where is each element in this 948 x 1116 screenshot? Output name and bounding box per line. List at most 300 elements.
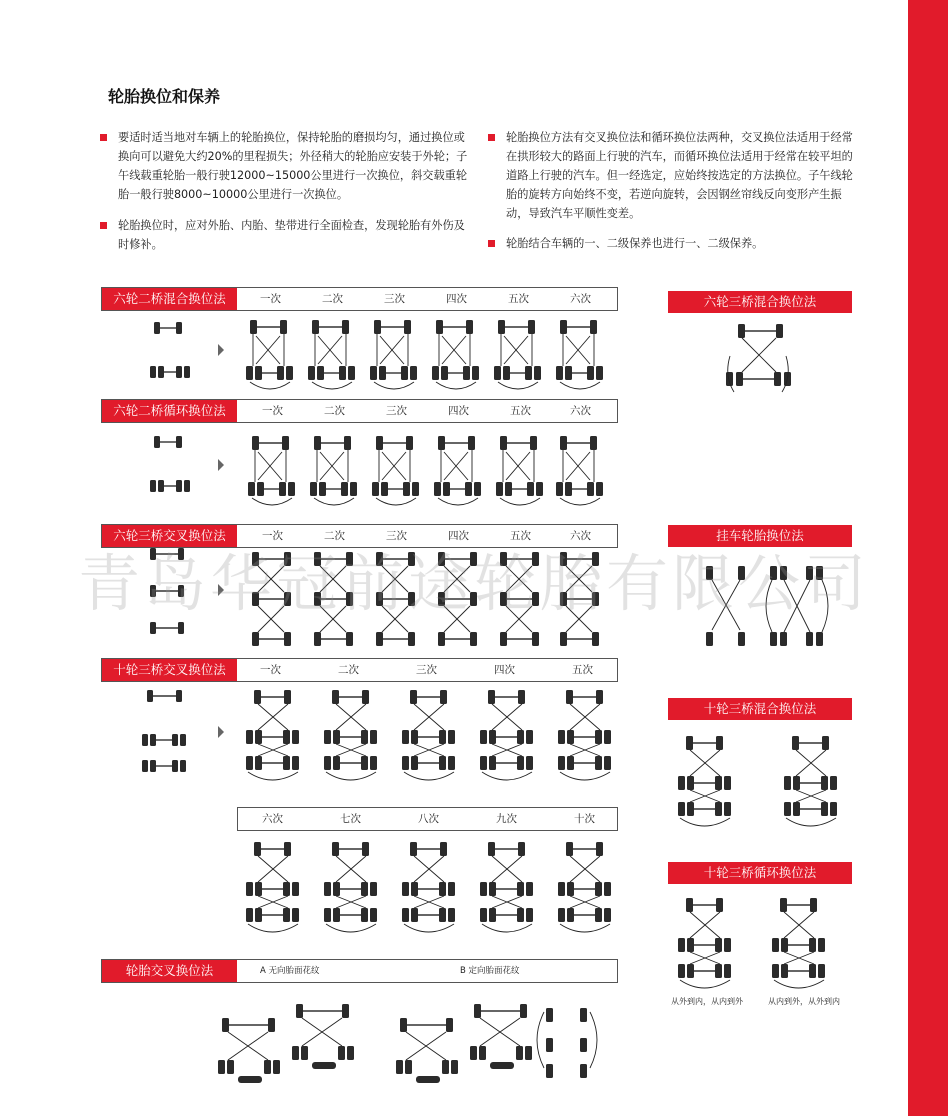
tire-icon [158,366,164,378]
tire-icon [277,366,284,380]
tire-icon [463,366,470,380]
tire-icon [374,320,381,334]
tire-icon [402,908,409,922]
tire-icon [150,622,156,634]
arrow-curve [326,772,376,780]
tire-icon [596,482,603,496]
arrow-curve [312,382,352,389]
tire-icon [505,482,512,496]
tire-icon [816,632,823,646]
arrow-curve [774,980,824,988]
tick-3: 三次 [384,293,405,305]
tick-4: 四次 [446,293,467,305]
arrow-curve [560,924,610,932]
tire-icon [738,324,745,338]
tire-icon [448,730,455,744]
tire-icon [780,898,787,912]
tick-2: 二次 [338,664,359,676]
arrow-curve [314,498,354,505]
tire-icon [556,482,563,496]
tire-icon [178,622,184,634]
tire-icon [370,882,377,896]
tire-icon [180,734,186,746]
tire-icon [526,882,533,896]
tire-icon [344,436,351,450]
tire-icon [246,882,253,896]
tick-1: 一次 [260,293,281,305]
tick-3: 三次 [386,405,407,417]
page-title: 轮胎换位和保养 [108,87,221,106]
tire-icon [792,736,799,750]
tire-icon [560,320,567,334]
tick-5: 五次 [510,530,531,542]
tire-icon [546,1008,553,1022]
tire-icon [480,882,487,896]
tire-icon [439,756,446,770]
tire-icon [410,366,417,380]
tire-icon [432,366,439,380]
tire-icon [405,1060,412,1074]
tire-icon [403,482,410,496]
tire-icon [784,802,791,816]
tire-icon [350,482,357,496]
tire-icon [438,436,445,450]
tire-icon [489,882,496,896]
tire-icon [150,480,156,492]
tire-icon [567,730,574,744]
tire-icon [474,482,481,496]
tire-icon [264,1060,271,1074]
tire-icon [283,756,290,770]
tire-icon [246,908,253,922]
tire-icon [411,908,418,922]
tire-icon [324,882,331,896]
tire-icon [154,322,160,334]
tire-icon [172,760,178,772]
tick-6: 六次 [570,405,591,417]
arrow-curve [560,498,600,505]
arrow-curve [374,382,414,389]
tire-icon [314,632,321,646]
tire-icon [604,882,611,896]
tire-icon [558,908,565,922]
tire-icon [678,802,685,816]
tire-icon [176,322,182,334]
tire-icon [821,802,828,816]
tire-icon [500,436,507,450]
tire-icon [596,842,603,856]
tick-4: 四次 [494,664,515,676]
tire-icon [580,1064,587,1078]
paragraph-text: 轮胎换位方法有交叉换位法和循环换位法两种，交叉换位法适用于经常在拱形较大的路面上行驶的汽车，而循环换位法适用于经常在较平坦的道路上行驶的汽车。但一经选定，应始终按选定的方法换位。子午线轮胎的旋转方向始终不变，若逆向旋转，会因钢丝帘线反向变形产生振动，导致汽车平顺性变差。 [506,131,853,220]
section-label: 轮胎交叉换位法 [102,960,237,982]
spare-tire-icon [238,1076,262,1083]
arrow-right-icon [218,726,224,738]
tire-icon [686,736,693,750]
tire-icon [333,730,340,744]
tire-icon [301,1046,308,1060]
tire-icon [248,482,255,496]
arrow-curve [500,498,540,505]
tire-icon [472,366,479,380]
tire-icon [503,366,510,380]
tire-icon [411,756,418,770]
tire-icon [310,482,317,496]
tire-icon [596,366,603,380]
tire-icon [332,690,339,704]
tire-icon [288,482,295,496]
tire-icon [443,482,450,496]
sub-label-a: A 无向胎面花纹 [260,966,320,976]
tire-icon [567,908,574,922]
tire-icon [546,1064,553,1078]
tire-icon [724,776,731,790]
tire-icon [180,760,186,772]
tire-icon [361,730,368,744]
tire-icon [338,1046,345,1060]
tire-icon [314,436,321,450]
tire-icon [283,730,290,744]
tire-icon [558,730,565,744]
arrow-curve [438,498,478,505]
tire-icon [560,436,567,450]
tire-icon [480,756,487,770]
tire-icon [580,1008,587,1022]
tire-icon [280,320,287,334]
tire-icon [565,366,572,380]
tire-icon [252,436,259,450]
tire-icon [411,882,418,896]
tire-icon [706,632,713,646]
spare-tire-icon [490,1062,514,1069]
arrow-curve [680,980,730,988]
tire-icon [793,776,800,790]
tire-icon [396,1060,403,1074]
tire-icon [517,756,524,770]
tire-icon [781,938,788,952]
tire-icon [176,366,182,378]
tire-icon [678,938,685,952]
tire-icon [678,776,685,790]
tire-icon [806,632,813,646]
tire-icon [736,372,743,386]
arrow-curve [482,772,532,780]
tire-icon [440,690,447,704]
tire-icon [172,734,178,746]
tire-icon [830,776,837,790]
tire-icon [566,690,573,704]
tire-icon [566,842,573,856]
tick-5: 五次 [508,293,529,305]
tire-icon [715,802,722,816]
tire-icon [255,882,262,896]
tire-icon [176,690,182,702]
tire-icon [284,632,291,646]
tire-icon [466,320,473,334]
tire-icon [284,842,291,856]
tire-icon [312,320,319,334]
tire-icon [489,730,496,744]
tire-icon [441,366,448,380]
tire-icon [379,366,386,380]
arrow-curve [498,382,538,389]
tire-icon [308,366,315,380]
tire-icon [517,730,524,744]
arrow-curve [248,924,298,932]
tire-icon [150,760,156,772]
tire-icon [560,632,567,646]
tire-icon [147,690,153,702]
caption-in-out: 从内到外，从外到内 [768,997,840,1006]
tick-2: 二次 [322,293,343,305]
arrow-curve [786,818,836,826]
tire-icon [534,366,541,380]
arrow-curve [560,382,600,389]
tire-icon [716,736,723,750]
tire-icon [434,482,441,496]
tire-icon [333,908,340,922]
tire-icon [451,1060,458,1074]
tick-6: 六次 [262,813,283,825]
tick-6: 六次 [570,293,591,305]
tire-icon [412,482,419,496]
tire-icon [333,882,340,896]
tire-icon [404,320,411,334]
tire-icon [255,756,262,770]
tire-icon [361,756,368,770]
tire-icon [439,730,446,744]
tire-icon [494,366,501,380]
tire-icon [176,436,182,448]
section-label: 六轮二桥循环换位法 [102,400,237,422]
tick-3: 三次 [386,530,407,542]
tire-icon [246,366,253,380]
tire-icon [286,366,293,380]
tick-5: 五次 [572,664,593,676]
tire-icon [604,908,611,922]
tire-icon [406,436,413,450]
tick-1: 一次 [262,405,283,417]
tire-icon [678,964,685,978]
tire-icon [793,802,800,816]
tire-icon [184,480,190,492]
tire-icon [381,482,388,496]
tire-icon [818,964,825,978]
tire-icon [784,776,791,790]
tire-icon [470,632,477,646]
arrow-curve [537,1012,544,1068]
tire-icon [517,908,524,922]
tire-icon [257,482,264,496]
tire-icon [448,908,455,922]
tick-5: 五次 [510,405,531,417]
tire-icon [715,938,722,952]
tire-icon [587,366,594,380]
tick-10: 十次 [574,813,595,825]
tire-icon [436,320,443,334]
tick-1: 一次 [262,530,283,542]
tire-icon [370,756,377,770]
tire-icon [268,1018,275,1032]
tire-icon [567,882,574,896]
tire-icon [526,730,533,744]
arrow-right-icon [218,344,224,356]
tire-icon [780,632,787,646]
spare-tire-icon [416,1076,440,1083]
arrow-curve [252,498,292,505]
tire-icon [150,366,156,378]
tire-icon [342,320,349,334]
tire-icon [408,632,415,646]
tire-icon [526,908,533,922]
tire-icon [250,320,257,334]
tire-icon [411,730,418,744]
tire-icon [590,436,597,450]
tire-icon [324,756,331,770]
tire-icon [410,842,417,856]
tire-icon [376,436,383,450]
tick-2: 二次 [324,405,345,417]
tire-icon [324,730,331,744]
tire-icon [738,632,745,646]
tire-icon [370,908,377,922]
tire-icon [448,756,455,770]
tire-icon [142,734,148,746]
tire-icon [282,436,289,450]
tire-icon [809,964,816,978]
tire-icon [370,366,377,380]
tire-icon [292,756,299,770]
tire-icon [442,1060,449,1074]
tire-icon [528,320,535,334]
tire-icon [227,1060,234,1074]
tire-icon [818,938,825,952]
tire-icon [339,366,346,380]
tire-icon [361,882,368,896]
section-label: 十轮三桥交叉换位法 [102,659,237,681]
tire-icon [687,776,694,790]
tire-icon [401,366,408,380]
tire-icon [724,802,731,816]
tire-icon [724,964,731,978]
tire-icon [821,776,828,790]
tire-icon [604,756,611,770]
tire-icon [283,908,290,922]
tire-icon [565,482,572,496]
arrow-curve [436,382,476,389]
tire-icon [150,734,156,746]
tire-icon [715,964,722,978]
tire-icon [518,690,525,704]
tire-icon [279,482,286,496]
tire-icon [809,938,816,952]
tick-4: 四次 [448,530,469,542]
tire-icon [292,730,299,744]
tire-icon [716,898,723,912]
paragraph-text: 轮胎结合车辆的一、二级保养也进行一、二级保养。 [506,237,764,250]
tire-icon [726,372,733,386]
tire-icon [158,480,164,492]
tire-icon [252,632,259,646]
tire-icon [402,730,409,744]
arrow-curve [590,1012,597,1068]
tick-3: 三次 [416,664,437,676]
tire-icon [439,908,446,922]
tire-icon [604,730,611,744]
tire-icon [218,1060,225,1074]
tire-icon [410,690,417,704]
arrow-curve [326,924,376,932]
tire-icon [474,1004,481,1018]
section-label: 六轮三桥交叉换位法 [102,525,237,547]
tire-icon [184,366,190,378]
spare-tire-icon [312,1062,336,1069]
side-title-ten-wheel-cycle: 十轮三桥循环换位法 [668,862,852,884]
tire-icon [402,756,409,770]
tire-icon [292,1046,299,1060]
tire-icon [567,756,574,770]
tire-icon [142,760,148,772]
tire-icon [532,632,539,646]
tire-icon [284,690,291,704]
sub-label-b: B 定向胎面花纹 [460,966,520,976]
tire-icon [176,480,182,492]
tire-icon [587,482,594,496]
tire-icon [480,908,487,922]
tire-icon [489,908,496,922]
tire-icon [465,482,472,496]
tire-icon [590,320,597,334]
tire-icon [448,882,455,896]
tire-icon [324,908,331,922]
tire-icon [370,730,377,744]
tire-icon [687,938,694,952]
tire-icon [255,908,262,922]
tick-6: 六次 [570,530,591,542]
tire-icon [516,1046,523,1060]
tire-icon [488,690,495,704]
tire-icon [496,482,503,496]
arrow-right-icon [218,459,224,471]
tire-icon [772,938,779,952]
tire-icon [517,882,524,896]
tire-icon [376,632,383,646]
tire-icon [488,842,495,856]
tire-icon [687,802,694,816]
section-label: 六轮二桥混合换位法 [102,288,237,310]
side-title-trailer: 挂车轮胎换位法 [668,525,852,547]
tire-icon [518,842,525,856]
tire-icon [498,320,505,334]
tire-icon [480,730,487,744]
tire-icon [830,802,837,816]
arrow-curve [680,818,730,826]
tire-icon [342,1004,349,1018]
tire-icon [319,482,326,496]
arrow-curve [404,772,454,780]
tire-icon [556,366,563,380]
tire-icon [372,482,379,496]
tire-icon [362,690,369,704]
caption-out-in: 从外到内，从内到外 [671,997,743,1006]
tire-icon [715,776,722,790]
tire-icon [536,482,543,496]
tire-icon [468,436,475,450]
tire-icon [332,842,339,856]
tire-icon [470,1046,477,1060]
paragraph-text: 轮胎换位时，应对外胎、内胎、垫带进行全面检查，发现轮胎有外伤及时修补。 [118,219,465,251]
side-title-ten-wheel-mixed: 十轮三桥混合换位法 [668,698,852,720]
